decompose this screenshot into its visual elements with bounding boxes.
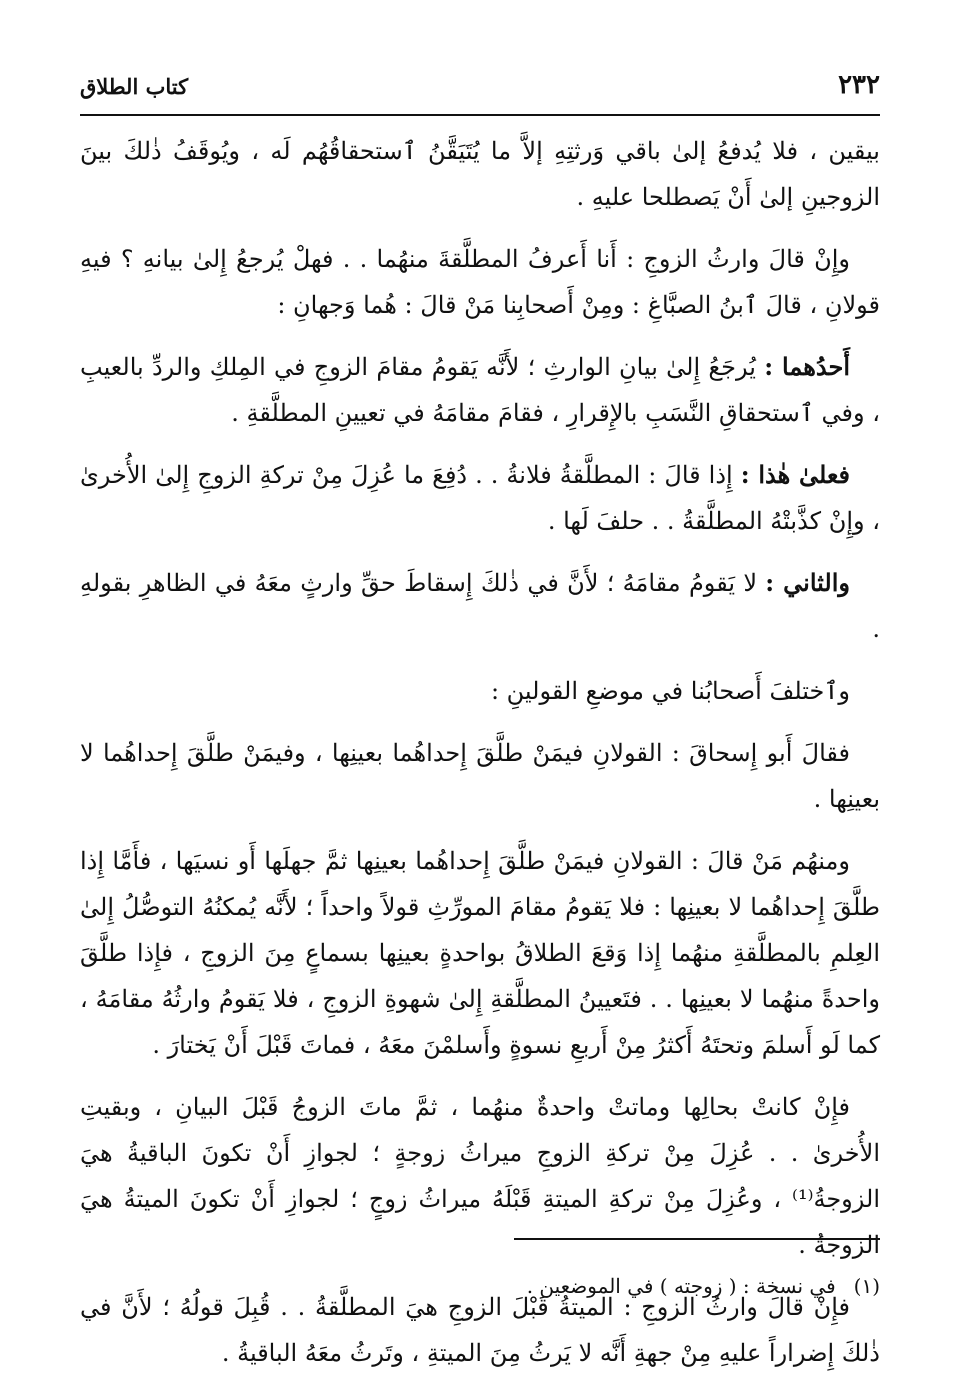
paragraph-text: إِذا قالَ : المطلَّقةُ فلانةُ . . دُفِعَ ما عُزِلَ مِنْ تركةِ الزوجِ إِلىٰ الأُخرىٰ ، وإِنْ كذَّبتْهُ المطلَّقةُ . . حلفَ لَها . — [80, 461, 880, 535]
paragraph — [80, 838, 880, 1068]
paragraph-text: وٱختلفَ أَصحابُنا في موضعِ القولينِ : — [490, 677, 850, 705]
paragraph — [80, 668, 880, 714]
paragraph — [80, 236, 880, 328]
paragraph-lead: والثاني : — [765, 568, 850, 597]
running-title: كتاب الطلاق — [80, 74, 189, 99]
footnote-divider — [514, 1238, 880, 1240]
paragraph-text: لا يَقومُ مقامَهُ ؛ لأَنَّ في ذٰلكَ إِسقاطَ حقِّ وارثٍ معَهُ في الظاهرِ بقولهِ . — [80, 569, 880, 643]
paragraph-text: فإِنْ كانتْ بحالِها وماتتْ واحدةٌ منهُما ، ثمَّ ماتَ الزوجُ قَبْلَ البيانِ ، وبقيتِ الأُخرىٰ . . عُزِلَ مِنْ تركةِ الزوجِ ميراثُ زوجةٍ ؛ لجوازِ أَنْ تكونَ الباقيةُ هيَ الزوجةُ⁽¹⁾ ، وعُزِلَ مِنْ تركةِ الميتةِ قَبْلَهُ ميراثُ زوجٍ ؛ لجوازِ أَنْ تكونَ الميتةُ هيَ الزوجةُ . — [80, 1093, 880, 1259]
page-number: ٢٣٢ — [838, 70, 880, 100]
paragraph — [80, 344, 880, 436]
paragraph-text: وإِنْ قالَ وارثُ الزوجِ : أَنا أَعرفُ المطلَّقةَ منهُما . . فهلْ يُرجعُ إِلىٰ بيانهِ ؟ فيهِ قولانِ ، قالَ ٱبنُ الصبَّاغِ : ومِنْ أَصحابِنا مَنْ قالَ : هُما وَجهانِ : — [80, 245, 880, 319]
footnote-text: في نسخة : ( زوجته ) في الموضعين . — [526, 1274, 836, 1298]
header-divider — [80, 114, 880, 116]
paragraph — [80, 1084, 880, 1268]
paragraph — [80, 128, 880, 220]
paragraph-lead: أَحدُهما : — [764, 352, 851, 381]
paragraph — [80, 730, 880, 822]
paragraph — [80, 452, 880, 544]
paragraph-lead: فعلىٰ هٰذا : — [740, 460, 850, 489]
footnote-marker: (١) — [853, 1274, 880, 1298]
paragraph — [80, 560, 880, 652]
page-header — [80, 70, 880, 114]
footnote — [80, 1272, 880, 1300]
paragraph-text: فإِنْ قالَ وارثُ الزوجِ : الميتةُ قَبْلَ الزوجِ هيَ المطلَّقةُ . . قُبِلَ قولُهُ ؛ لأَنَّ في ذٰلكَ إِضراراً عليهِ مِنْ جهةِ أَنَّه لا يَرثُ مِنَ الميتةِ ، وتَرثُ معَهُ الباقيةُ . — [80, 1293, 880, 1367]
document-page — [80, 70, 880, 1367]
paragraph-text: فقالَ أَبو إِسحاقَ : القولانِ فيمَنْ طلَّقَ إِحداهُما بعينِها ، وفيمَنْ طلَّقَ إِحداهُما لا بعينِها . — [80, 739, 880, 813]
page-body — [80, 128, 880, 1392]
paragraph-text: ومنهُم مَنْ قالَ : القولانِ فيمَنْ طلَّقَ إِحداهُما بعينِها ثمَّ جهلَها أَو نسيَها ، فأَمَّا إِذا طلَّقَ إِحداهُما لا بعينِها : فلا يَقومُ مقامَ المورِّثِ قولاً واحداً ؛ لأَنَّه يُمكنُهُ التوصُّلُ إِلىٰ العِلمِ بالمطلَّقةِ منهُما إِذا وَقعَ الطلاقُ بواحدةٍ بعينِها بسماعٍ مِنَ الزوجِ ، فإِذا طلَّقَ واحدةً منهُما لا بعينِها . . فتَعيينُ المطلَّقةِ إِلىٰ شهوةِ الزوجِ ، فلا يَقومُ وارثُهُ مقامَهُ ، كما لَو أَسلمَ وتحتَهُ أَكثرُ مِنْ أَربعِ نسوةٍ وأَسلمْنَ معَهُ ، فماتَ قَبْلَ أَنْ يَختارَ . — [80, 847, 880, 1059]
paragraph-text: يُرجَعُ إِلىٰ بيانِ الوارثِ ؛ لأَنَّه يَقومُ مقامَ الزوجِ في المِلكِ والردِّ بالعيبِ ، وفي ٱستحقاقِ النَّسَبِ بالإِقرارِ ، فقامَ مقامَهُ في تعيينِ المطلَّقةِ . — [80, 353, 880, 427]
paragraph-text: بيقين ، فلا يُدفعُ إلىٰ باقي وَرثتِهِ إلاَّ ما يُتَيَقَّنُ ٱستحقاقُهُم لَه ، ويُوقَفُ ذٰلكَ بينَ الزوجينِ إلىٰ أَنْ يَصطلحا عليهِ . — [80, 137, 880, 211]
